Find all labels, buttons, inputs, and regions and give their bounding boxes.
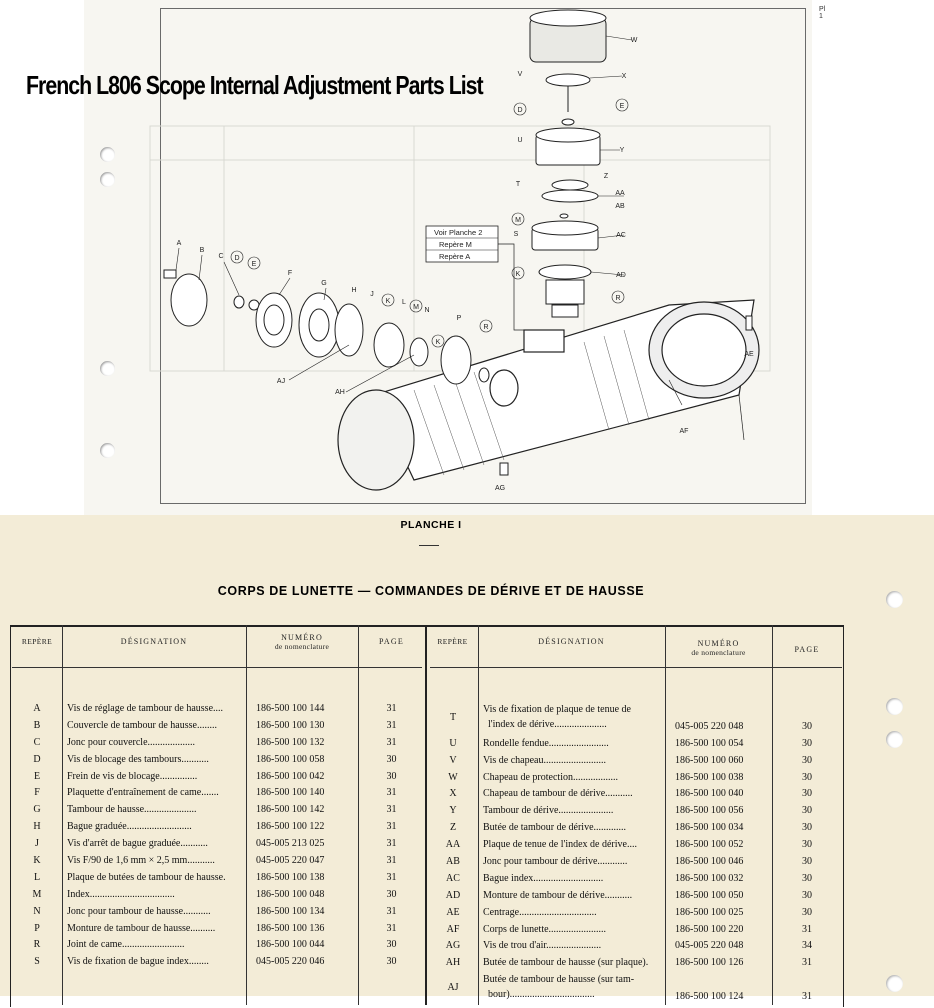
table-row: [0, 822, 842, 839]
callout-line-1: Voir Planche 2: [434, 228, 483, 237]
label-K2: K: [435, 339, 441, 346]
table-row: [0, 805, 842, 822]
page-cell: 31: [386, 871, 397, 883]
parts-list-sheet: [0, 515, 934, 1003]
designation-cell-line2: bour)..................................: [488, 989, 595, 1001]
ref-cell: AB: [446, 856, 460, 868]
number-cell: 186-500 100 144: [256, 703, 325, 714]
page-cell: 31: [386, 787, 397, 799]
ref-cell: F: [34, 787, 40, 799]
punch-hole: [886, 698, 903, 715]
ref-cell: S: [34, 956, 40, 968]
table-row: [0, 873, 842, 890]
ref-cell: P: [34, 922, 40, 934]
number-cell: 186-500 100 040: [675, 788, 744, 800]
designation-cell: Plaque de tenue de l'index de dérive....: [483, 839, 637, 851]
windage-parts: [530, 10, 606, 317]
page-cell: 30: [802, 889, 812, 901]
label-F: F: [287, 270, 293, 277]
designation-cell: Vis de réglage de tambour de hausse....: [67, 703, 224, 714]
page-cell: 31: [386, 905, 397, 917]
callout-line-2: Repère M: [439, 240, 472, 249]
designation-cell: Vis de fixation de bague index........: [67, 956, 209, 968]
ref-cell: G: [33, 804, 41, 816]
ref-cell: AA: [445, 839, 461, 851]
label-Z: Z: [603, 173, 609, 180]
label-AF: AF: [679, 428, 689, 435]
page-cell: 30: [802, 906, 812, 918]
label-D: D: [234, 255, 240, 262]
page-cell: 31: [386, 719, 397, 731]
header-rule: [430, 667, 842, 668]
designation-cell: Tambour de hausse.....................: [67, 804, 197, 816]
label-R2: R: [615, 295, 621, 302]
label-T: T: [515, 181, 521, 188]
header-designation-right: DÉSIGNATION: [538, 637, 605, 646]
number-cell: 186-500 100 130: [256, 719, 325, 731]
number-cell: 186-500 100 136: [256, 922, 325, 934]
page-cell: 31: [386, 821, 397, 833]
designation-cell: Jonc pour tambour de hausse...........: [67, 905, 211, 917]
designation-cell: Vis de fixation de plaque de tenue de: [483, 704, 631, 715]
label-AC: AC: [616, 232, 626, 239]
designation-cell: Monture de tambour de hausse..........: [67, 922, 216, 934]
scope-body: [338, 300, 759, 490]
number-cell: 045-005 213 025: [256, 838, 325, 850]
number-cell: 045-005 220 047: [256, 855, 325, 867]
label-K: K: [385, 298, 391, 305]
number-cell: 186-500 100 054: [675, 737, 744, 749]
ref-cell: AD: [445, 889, 461, 901]
punch-hole: [886, 975, 903, 992]
designation-cell: Vis de blocage des tambours...........: [67, 753, 209, 765]
heading-rule: [419, 545, 439, 546]
label-B: B: [199, 247, 205, 254]
designation-cell: Jonc pour couvercle...................: [67, 736, 196, 748]
number-cell: 186-500 100 032: [675, 872, 744, 884]
number-cell: 186-500 100 034: [675, 822, 744, 834]
designation-cell-line2: l'index de dérive.....................: [488, 719, 607, 730]
label-M2: M: [515, 217, 521, 224]
header-numero-left: [246, 633, 358, 651]
designation-cell: Chapeau de protection..................: [483, 771, 618, 783]
label-AB: AB: [615, 203, 625, 210]
designation-cell: Centrage...............................: [483, 906, 597, 918]
punch-hole: [886, 591, 903, 608]
page-cell: 30: [802, 754, 812, 766]
ref-cell: AG: [445, 940, 461, 952]
ref-cell: W: [448, 771, 458, 783]
page-cell: 34: [802, 940, 812, 952]
number-cell: 186-500 100 056: [675, 805, 744, 817]
designation-cell: Chapeau de tambour de dérive...........: [483, 788, 633, 800]
table-row: [0, 907, 842, 924]
label-AJ: AJ: [276, 378, 286, 385]
designation-cell: Jonc pour tambour de dérive............: [483, 856, 628, 868]
table-row: [0, 924, 842, 941]
page-cell: 30: [802, 839, 812, 851]
designation-cell: Plaquette d'entraînement de came.......: [67, 787, 219, 799]
designation-cell: Butée de tambour de hausse (sur plaque).: [483, 957, 649, 969]
page-cell: 31: [386, 736, 397, 748]
page-cell: 31: [802, 923, 812, 935]
page-cell: 31: [802, 957, 812, 969]
ref-cell: B: [33, 719, 41, 731]
number-cell: 186-500 100 050: [675, 889, 744, 901]
ref-cell: A: [33, 703, 41, 714]
designation-cell: Vis de chapeau.........................: [483, 754, 606, 766]
number-cell: 186-500 100 044: [256, 939, 325, 951]
table-row: [0, 940, 842, 957]
table-row: [0, 856, 842, 873]
number-cell: 186-500 100 126: [675, 957, 744, 969]
ref-cell: Y: [449, 805, 457, 817]
page-cell: 30: [802, 788, 812, 800]
ref-cell: K: [33, 855, 41, 867]
number-cell: 186-500 100 132: [256, 736, 325, 748]
designation-cell: Vis F/90 de 1,6 mm × 2,5 mm...........: [67, 855, 215, 867]
designation-cell: Vis de trou d'air......................: [483, 940, 602, 952]
label-AE: AE: [744, 351, 754, 358]
ref-cell: Z: [449, 822, 457, 834]
page-cell: 31: [802, 991, 812, 1003]
ref-cell: J: [35, 838, 39, 850]
number-cell: 045-005 220 048: [675, 940, 744, 952]
table-row: [0, 738, 842, 755]
page-cell: 31: [386, 804, 397, 816]
elevation-parts: [164, 270, 489, 384]
page-cell: 31: [386, 703, 397, 714]
number-cell: 045-005 220 046: [256, 956, 325, 968]
number-cell: 186-500 100 138: [256, 871, 325, 883]
table-row: [0, 788, 842, 805]
designation-cell: Joint de came.........................: [67, 939, 185, 951]
number-cell: 045-005 220 048: [675, 721, 744, 732]
header-ref-right: REPÈRE: [437, 637, 468, 646]
table-row: [0, 704, 842, 738]
ref-cell: T: [449, 712, 457, 723]
page-cell: 30: [386, 753, 397, 765]
ref-cell: M: [32, 888, 42, 900]
number-cell: 186-500 100 058: [256, 753, 325, 765]
section-title: CORPS DE LUNETTE — COMMANDES DE DÉRIVE ET DE HAUSSE: [217, 584, 645, 598]
ref-cell: AC: [446, 872, 460, 884]
table-row: [0, 755, 842, 772]
page-cell: 30: [386, 956, 397, 968]
designation-cell: Vis d'arrêt de bague graduée...........: [67, 838, 208, 850]
table-row: [0, 890, 842, 907]
header-designation-left: DÉSIGNATION: [120, 637, 188, 646]
label-AA: AA: [615, 190, 625, 197]
label-D2: D: [517, 107, 523, 114]
header-rule: [12, 667, 422, 668]
number-cell: 186-500 100 124: [675, 991, 744, 1003]
designation-cell: Plaque de butées de tambour de hausse.: [67, 871, 226, 883]
designation-cell: Butée de tambour de dérive.............: [483, 822, 627, 834]
page-cell: 30: [802, 721, 812, 732]
label-V: V: [517, 71, 523, 78]
ref-cell: D: [33, 753, 41, 765]
label-AD: AD: [616, 272, 626, 279]
label-J: J: [370, 291, 374, 298]
label-E2: E: [619, 103, 625, 110]
page-title: French L806 Scope Internal Adjustment Parts List: [26, 70, 483, 100]
designation-cell: Frein de vis de blocage...............: [67, 770, 198, 782]
label-G: G: [321, 280, 327, 287]
page-cell: 30: [802, 805, 812, 817]
header-numero-sub: de nomenclature: [274, 642, 330, 651]
number-cell: 186-500 100 038: [675, 771, 744, 783]
page-cell: 30: [802, 856, 812, 868]
label-N: N: [424, 307, 430, 314]
header-ref-left: REPÈRE: [21, 637, 53, 646]
designation-cell: Rondelle fendue........................: [483, 737, 609, 749]
ref-cell: U: [449, 737, 457, 749]
page-cell: 31: [386, 838, 397, 850]
label-S: S: [513, 231, 519, 238]
table-row: [0, 839, 842, 856]
designation-cell: Butée de tambour de hausse (sur tam-: [483, 974, 635, 986]
label-AG: AG: [494, 485, 506, 492]
label-L: L: [402, 299, 406, 306]
header-numero-label: NUMÉRO: [697, 639, 740, 648]
header-numero-right: [665, 639, 772, 657]
designation-cell: Bague graduée..........................: [67, 821, 192, 833]
number-cell: 186-500 100 042: [256, 770, 325, 782]
page-cell: 30: [802, 737, 812, 749]
label-H: H: [351, 287, 357, 294]
ref-cell: E: [33, 770, 41, 782]
ref-cell: AH: [445, 957, 461, 969]
ref-cell: AF: [446, 923, 460, 935]
label-Y: Y: [619, 147, 625, 154]
label-E: E: [251, 261, 257, 268]
page-cell: 31: [386, 922, 397, 934]
table-row: [0, 974, 842, 1008]
number-cell: 186-500 100 025: [675, 906, 744, 918]
number-cell: 186-500 100 046: [675, 856, 744, 868]
label-U: U: [517, 137, 523, 144]
ref-cell: N: [33, 905, 41, 917]
designation-cell: Corps de lunette.......................: [483, 923, 607, 935]
number-cell: 186-500 100 134: [256, 905, 325, 917]
header-page-left: PAGE: [379, 637, 404, 646]
table-row: [0, 772, 842, 789]
page-cell: 30: [386, 939, 397, 951]
ref-cell: V: [449, 754, 457, 766]
label-P: P: [456, 315, 462, 322]
number-cell: 186-500 100 052: [675, 839, 744, 851]
label-X: X: [621, 73, 627, 80]
page-cell: 31: [386, 855, 397, 867]
header-numero-label: NUMÉRO: [281, 633, 323, 642]
ref-cell: H: [33, 821, 41, 833]
number-cell: 186-500 100 060: [675, 754, 744, 766]
punch-hole: [886, 731, 903, 748]
number-cell: 186-500 100 122: [256, 821, 325, 833]
label-AH: AH: [335, 389, 345, 396]
designation-cell: Couvercle de tambour de hausse........: [67, 719, 217, 731]
ref-cell: X: [449, 788, 457, 800]
ref-cell: AE: [446, 906, 460, 918]
number-cell: 186-500 100 140: [256, 787, 325, 799]
callout-line-3: Repère A: [439, 252, 471, 261]
label-C: C: [218, 253, 224, 260]
label-K3: K: [515, 271, 521, 278]
page-cell: 30: [802, 872, 812, 884]
planche-heading: PLANCHE I: [400, 519, 462, 531]
designation-cell: Tambour de dérive......................: [483, 805, 614, 817]
number-cell: 186-500 100 048: [256, 888, 325, 900]
page-cell: 30: [386, 770, 397, 782]
designation-cell: Bague index............................: [483, 872, 604, 884]
designation-cell: Index..................................: [67, 888, 175, 900]
page-cell: 30: [386, 888, 397, 900]
rows-right: [0, 704, 842, 1008]
designation-cell: Monture de tambour de dérive...........: [483, 889, 633, 901]
number-cell: 186-500 100 220: [675, 923, 744, 935]
number-cell: 186-500 100 142: [256, 804, 325, 816]
header-page-right: PAGE: [794, 645, 820, 654]
ref-cell: C: [33, 736, 41, 748]
label-M: M: [413, 304, 419, 311]
label-W: W: [630, 37, 638, 44]
table-row: [0, 957, 842, 974]
label-A: A: [176, 240, 182, 247]
page-cell: 30: [802, 771, 812, 783]
page-cell: 30: [802, 822, 812, 834]
plate-number: Pl 1: [819, 6, 826, 20]
header-numero-sub: de nomenclature: [691, 648, 746, 657]
ref-cell: L: [33, 871, 41, 883]
label-R: R: [483, 324, 489, 331]
ref-cell: R: [33, 939, 41, 951]
ref-cell: AJ: [447, 982, 459, 994]
